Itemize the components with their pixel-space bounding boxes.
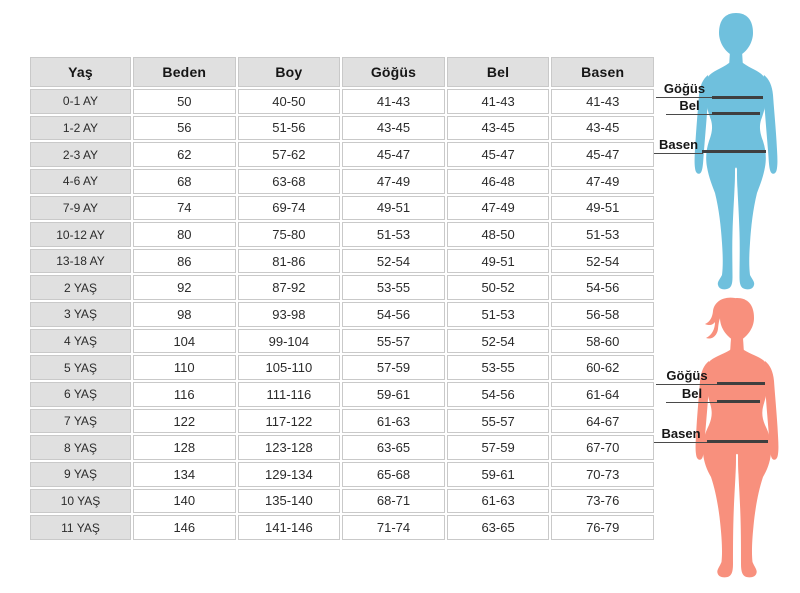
cell-beden: 92 <box>133 275 236 300</box>
cell-basen: 45-47 <box>551 142 654 167</box>
cell-bel: 53-55 <box>447 355 550 380</box>
cell-bel: 59-61 <box>447 462 550 487</box>
cell-basen: 64-67 <box>551 409 654 434</box>
cell-gogus: 47-49 <box>342 169 445 194</box>
hip-line-pink <box>707 440 768 443</box>
cell-beden: 80 <box>133 222 236 247</box>
cell-boy: 141-146 <box>238 515 341 540</box>
table-row <box>30 489 654 514</box>
cell-bel: 54-56 <box>447 382 550 407</box>
cell-beden: 146 <box>133 515 236 540</box>
cell-gogus: 41-43 <box>342 89 445 114</box>
table-row <box>30 435 654 460</box>
cell-beden: 134 <box>133 462 236 487</box>
cell-boy: 129-134 <box>238 462 341 487</box>
cell-bel: 57-59 <box>447 435 550 460</box>
cell-beden: 104 <box>133 329 236 354</box>
cell-basen: 51-53 <box>551 222 654 247</box>
cell-beden: 62 <box>133 142 236 167</box>
cell-age: 10 YAŞ <box>30 489 131 514</box>
cell-boy: 99-104 <box>238 329 341 354</box>
cell-basen: 76-79 <box>551 515 654 540</box>
cell-basen: 54-56 <box>551 275 654 300</box>
cell-boy: 75-80 <box>238 222 341 247</box>
cell-age: 4-6 AY <box>30 169 131 194</box>
cell-gogus: 61-63 <box>342 409 445 434</box>
cell-age: 4 YAŞ <box>30 329 131 354</box>
cell-boy: 40-50 <box>238 89 341 114</box>
cell-gogus: 55-57 <box>342 329 445 354</box>
cell-gogus: 63-65 <box>342 435 445 460</box>
cell-basen: 47-49 <box>551 169 654 194</box>
cell-age: 5 YAŞ <box>30 355 131 380</box>
column-header-boy: Boy <box>238 57 341 87</box>
cell-age: 8 YAŞ <box>30 435 131 460</box>
hip-label-pink: Basen <box>654 426 708 443</box>
cell-beden: 56 <box>133 116 236 141</box>
cell-basen: 43-45 <box>551 116 654 141</box>
table-row <box>30 355 654 380</box>
cell-beden: 50 <box>133 89 236 114</box>
cell-gogus: 71-74 <box>342 515 445 540</box>
size-chart-table <box>28 55 656 542</box>
waist-line-pink <box>717 400 760 403</box>
cell-age: 2-3 AY <box>30 142 131 167</box>
table-row <box>30 142 654 167</box>
cell-beden: 98 <box>133 302 236 327</box>
cell-gogus: 43-45 <box>342 116 445 141</box>
table-row <box>30 382 654 407</box>
cell-basen: 52-54 <box>551 249 654 274</box>
cell-age: 10-12 AY <box>30 222 131 247</box>
chest-line-blue <box>712 96 763 99</box>
cell-bel: 63-65 <box>447 515 550 540</box>
cell-bel: 55-57 <box>447 409 550 434</box>
table-row <box>30 275 654 300</box>
cell-beden: 122 <box>133 409 236 434</box>
cell-beden: 74 <box>133 196 236 221</box>
cell-bel: 52-54 <box>447 329 550 354</box>
table-row <box>30 116 654 141</box>
cell-bel: 48-50 <box>447 222 550 247</box>
cell-bel: 43-45 <box>447 116 550 141</box>
chest-label-blue: Göğüs <box>656 81 713 98</box>
cell-age: 0-1 AY <box>30 89 131 114</box>
table-row <box>30 329 654 354</box>
cell-basen: 70-73 <box>551 462 654 487</box>
cell-bel: 61-63 <box>447 489 550 514</box>
cell-basen: 67-70 <box>551 435 654 460</box>
cell-bel: 41-43 <box>447 89 550 114</box>
cell-age: 7 YAŞ <box>30 409 131 434</box>
cell-boy: 123-128 <box>238 435 341 460</box>
cell-age: 9 YAŞ <box>30 462 131 487</box>
cell-basen: 58-60 <box>551 329 654 354</box>
cell-gogus: 49-51 <box>342 196 445 221</box>
cell-gogus: 54-56 <box>342 302 445 327</box>
cell-basen: 56-58 <box>551 302 654 327</box>
cell-beden: 110 <box>133 355 236 380</box>
cell-gogus: 65-68 <box>342 462 445 487</box>
cell-beden: 128 <box>133 435 236 460</box>
cell-boy: 111-116 <box>238 382 341 407</box>
cell-age: 2 YAŞ <box>30 275 131 300</box>
cell-boy: 63-68 <box>238 169 341 194</box>
cell-basen: 61-64 <box>551 382 654 407</box>
column-header-yas: Yaş <box>30 57 131 87</box>
cell-gogus: 53-55 <box>342 275 445 300</box>
waist-label-blue: Bel <box>666 98 713 115</box>
table-row <box>30 302 654 327</box>
cell-bel: 51-53 <box>447 302 550 327</box>
cell-boy: 51-56 <box>238 116 341 141</box>
header-row <box>30 57 654 87</box>
waist-label-pink: Bel <box>666 386 718 403</box>
pink-body-shape <box>696 298 779 578</box>
table-row <box>30 169 654 194</box>
cell-gogus: 52-54 <box>342 249 445 274</box>
column-header-beden: Beden <box>133 57 236 87</box>
cell-bel: 46-48 <box>447 169 550 194</box>
table-row <box>30 249 654 274</box>
cell-boy: 69-74 <box>238 196 341 221</box>
cell-basen: 49-51 <box>551 196 654 221</box>
cell-gogus: 57-59 <box>342 355 445 380</box>
cell-beden: 86 <box>133 249 236 274</box>
cell-boy: 87-92 <box>238 275 341 300</box>
cell-boy: 117-122 <box>238 409 341 434</box>
cell-beden: 140 <box>133 489 236 514</box>
cell-bel: 45-47 <box>447 142 550 167</box>
cell-basen: 60-62 <box>551 355 654 380</box>
cell-basen: 41-43 <box>551 89 654 114</box>
table-row <box>30 515 654 540</box>
column-header-gogus: Göğüs <box>342 57 445 87</box>
cell-age: 7-9 AY <box>30 196 131 221</box>
cell-beden: 116 <box>133 382 236 407</box>
table-row <box>30 196 654 221</box>
cell-basen: 73-76 <box>551 489 654 514</box>
cell-age: 1-2 AY <box>30 116 131 141</box>
girl-silhouette-pink <box>683 296 791 592</box>
cell-gogus: 51-53 <box>342 222 445 247</box>
table-row <box>30 409 654 434</box>
cell-boy: 81-86 <box>238 249 341 274</box>
cell-bel: 47-49 <box>447 196 550 221</box>
cell-bel: 50-52 <box>447 275 550 300</box>
cell-beden: 68 <box>133 169 236 194</box>
cell-boy: 105-110 <box>238 355 341 380</box>
chest-label-pink: Göğüs <box>656 368 718 385</box>
size-table-body <box>30 89 654 540</box>
cell-bel: 49-51 <box>447 249 550 274</box>
cell-boy: 93-98 <box>238 302 341 327</box>
cell-boy: 135-140 <box>238 489 341 514</box>
column-header-basen: Basen <box>551 57 654 87</box>
cell-age: 3 YAŞ <box>30 302 131 327</box>
cell-gogus: 59-61 <box>342 382 445 407</box>
table-row <box>30 222 654 247</box>
table-row <box>30 89 654 114</box>
cell-age: 13-18 AY <box>30 249 131 274</box>
cell-gogus: 68-71 <box>342 489 445 514</box>
waist-line-blue <box>712 112 760 115</box>
cell-age: 11 YAŞ <box>30 515 131 540</box>
cell-boy: 57-62 <box>238 142 341 167</box>
column-header-bel: Bel <box>447 57 550 87</box>
hip-line-blue <box>702 150 766 153</box>
cell-gogus: 45-47 <box>342 142 445 167</box>
table-row <box>30 462 654 487</box>
cell-age: 6 YAŞ <box>30 382 131 407</box>
hip-label-blue: Basen <box>654 137 703 154</box>
chest-line-pink <box>717 382 765 385</box>
